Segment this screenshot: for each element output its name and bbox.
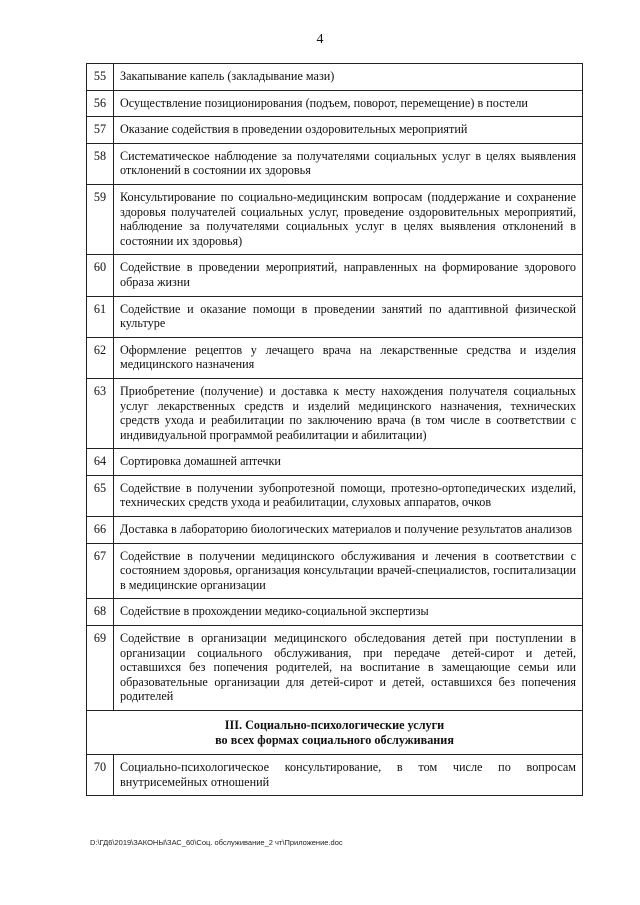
table-row [87,475,583,516]
service-description: Систематическое наблюдение за получателями социальных услуг в целях выявления отклонений в состоянии их здоровья [114,143,583,184]
table-row [87,337,583,378]
service-description: Оказание содействия в проведении оздоровительных мероприятий [114,117,583,144]
service-description: Оформление рецептов у лечащего врача на лекарственные средства и изделия медицинского назначения [114,337,583,378]
table-row [87,755,583,796]
row-number: 56 [87,90,114,117]
service-description: Приобретение (получение) и доставка к месту нахождения получателя социальных услуг лекарственных средств и изделий медицинского назначения, технических средств ухода и реабилитации по заключению врача (в том числе в соответствии с индивидуальной программой реабилитации и абилитации) [114,378,583,448]
table-row [87,184,583,254]
service-description: Содействие в прохождении медико-социальной экспертизы [114,599,583,626]
table-row [87,543,583,599]
file-path-footer: D:\ГД6\2019\ЗАКОНЫ\ЗАС_60\Соц. обслуживание_2 чт\Приложение.doc [90,838,343,847]
row-number: 70 [87,755,114,796]
service-description: Содействие в получении зубопротезной помощи, протезно-ортопедических изделий, технических средств ухода и реабилитации, слуховых аппаратов, очков [114,475,583,516]
table-row [87,378,583,448]
row-number: 65 [87,475,114,516]
row-number: 68 [87,599,114,626]
table-row [87,90,583,117]
service-description: Содействие в проведении мероприятий, направленных на формирование здорового образа жизни [114,255,583,296]
row-number: 64 [87,449,114,476]
row-number: 63 [87,378,114,448]
service-description: Консультирование по социально-медицинским вопросам (поддержание и сохранение здоровья получателей социальных услуг, проведение оздоровительных мероприятий, наблюдение за получателями социальных услуг в целях выявления отклонений в состоянии их здоровья) [114,184,583,254]
service-description: Закапывание капель (закладывание мази) [114,64,583,91]
row-number: 59 [87,184,114,254]
table-row [87,64,583,91]
row-number: 61 [87,296,114,337]
section-heading-line2: во всех формах социального обслуживания [215,732,454,747]
section-heading-line1: III. Социально-психологические услуги [224,718,445,732]
service-description: Осуществление позиционирования (подъем, поворот, перемещение) в постели [114,90,583,117]
row-number: 60 [87,255,114,296]
service-description: Доставка в лабораторию биологических материалов и получение результатов анализов [114,517,583,544]
row-number: 67 [87,543,114,599]
section-header-row [87,711,583,755]
service-description: Содействие в организации медицинского обследования детей при поступлении в организации социального обслуживания, при передаче детей-сирот и детей, оставшихся без попечения родителей, на воспитание в замещающие семьи или образовательные организации для детей-сирот и детей, оставшихся без попечения родителей [114,626,583,711]
row-number: 66 [87,517,114,544]
table-row [87,599,583,626]
section-heading [87,711,583,755]
row-number: 58 [87,143,114,184]
services-table [86,63,583,796]
table-row [87,517,583,544]
table-row [87,255,583,296]
service-description: Социально-психологическое консультирование, в том числе по вопросам внутрисемейных отношений [114,755,583,796]
service-description: Сортировка домашней аптечки [114,449,583,476]
table-row [87,296,583,337]
row-number: 69 [87,626,114,711]
row-number: 62 [87,337,114,378]
table-row [87,117,583,144]
page-number: 4 [316,32,324,47]
table-row [87,626,583,711]
table-row [87,449,583,476]
table-row [87,143,583,184]
row-number: 55 [87,64,114,91]
service-description: Содействие и оказание помощи в проведении занятий по адаптивной физической культуре [114,296,583,337]
row-number: 57 [87,117,114,144]
service-description: Содействие в получении медицинского обслуживания и лечения в соответствии с состоянием здоровья, организация консультации врачей-специалистов, госпитализации в медицинские организации [114,543,583,599]
